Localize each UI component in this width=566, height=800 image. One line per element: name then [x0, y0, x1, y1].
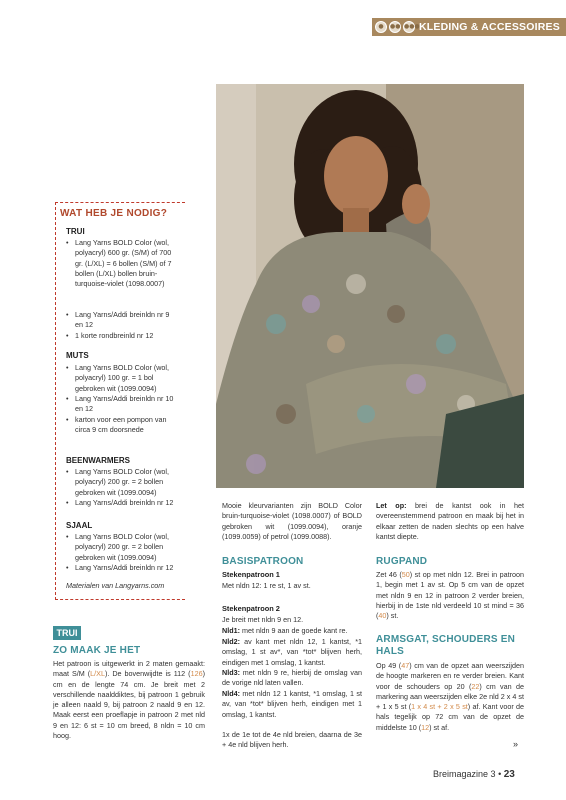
materials-credit: Materialen van Langyarns.com	[66, 581, 165, 590]
back-piece-title: RUGPAND	[376, 556, 428, 567]
pattern-2-heading: Stekenpatroon 2	[222, 604, 280, 613]
color-variants-text: Mooie kleurvarianten zijn BOLD Color bruin-turquoise-violet (1098.0007) of BOLD gebroken wit (1099.0094), oranje (1099.0059) of petrol (1099.0088).	[222, 501, 362, 541]
materials-item: • Lang Yarns/Addi breinldn nr 12	[66, 498, 178, 508]
how-to-title: ZO MAAK JE HET	[53, 645, 141, 656]
page-number: 23	[503, 769, 515, 780]
pattern-1-heading: Stekenpatroon 1	[222, 570, 280, 579]
materials-heading-muts: MUTS	[66, 351, 89, 360]
materials-item: • Lang Yarns BOLD Color (wol, polyacryl) 200 gr. = 2 bollen gebroken wit (1099.0094)	[66, 467, 178, 498]
difficulty-dot-2: ●●	[389, 21, 401, 33]
difficulty-dot-1: ●	[375, 21, 387, 33]
materials-item: • karton voor een pompon van circa 9 cm doorsnede	[66, 415, 178, 436]
how-to-text: Het patroon is uitgewerkt in 2 maten gemaakt: maat S/M (L/XL). De bovenwijdte is 112 (126) cm en de lengte 74 cm. Je breit met 2 verschillende naalddiktes, bij patroon 1 gebruik je alleen naald 9, bij patroon 2 naald 9 en 12. Maak eerst een proeflapje in patroon 2 met nld 9 en 12: 6 st = 10 cm breed, 8 nldn = 10 cm hoog.	[53, 659, 205, 741]
row-3-text: Nld3: met nldn 9 re, hierbij de omslag van de vorige nld laten vallen.	[222, 668, 362, 688]
armhole-title: ARMSGAT, SCHOUDERS EN HALS	[376, 634, 516, 657]
row-4-text: Nld4: met nldn 12 1 kantst, *1 omslag, 1 st av, van *tot* blijven herh, eindigen met 1 omslag, 1 kantst.	[222, 689, 362, 719]
section-title: KLEDING & ACCESSOIRES	[419, 21, 560, 33]
magazine-name: Breimagazine 3	[433, 769, 496, 779]
trui-label: TRUI	[53, 626, 81, 640]
materials-heading-sjaal: SJAAL	[66, 521, 93, 530]
basic-pattern-title: BASISPATROON	[222, 556, 304, 567]
materials-item: • 1 korte rondbreinld nr 12	[66, 331, 178, 341]
row-2-text: Nld2: av kant met nldn 12, 1 kantst, *1 omslag, 1 st av*, van *tot* blijven herh, eindigen met 1 omslag, 1 kantst.	[222, 637, 362, 667]
materials-item: • Lang Yarns BOLD Color (wol, polyacryl) 600 gr. (S/M) of 700 gr. (L/XL) = 6 bollen (S/M) of 7 bollen (L/XL) bollen bruin-turquoise-violet (1098.0007)	[66, 238, 178, 289]
footer-separator: •	[498, 769, 502, 779]
photo-illustration	[216, 84, 524, 488]
materials-heading-trui: TRUI	[66, 227, 85, 236]
armhole-text: Op 49 (47) cm van de opzet aan weerszijden de hoogte markeren en re verder breien. Kant voor de schouders op 20 (22) cm van de markering aan weerszijden elke 2e nld 2 x 4 st + 1 x 5 st (1 x 4 st + 2 x 5 st) af. Kant voor de hals tegelijk op 72 cm van de opzet de middelste 10 (12) st af.	[376, 661, 525, 732]
page-footer	[433, 769, 515, 780]
back-piece-text: Zet 46 (50) st op met nldn 12. Brei in patroon 1, begin met 1 av st. Op 5 cm van de opzet met nldn 9 en 12 in patroon 2 verder breien, hierbij in de 1ste nld verdeeld 10 st mind = 36 (40) st.	[376, 570, 524, 621]
row-1-text: Nld1: met nldn 9 aan de goede kant re.	[222, 626, 348, 635]
materials-item: • Lang Yarns/Addi breinldn nr 12	[66, 563, 178, 573]
materials-item: • Lang Yarns/Addi breinldn nr 9 en 12	[66, 310, 178, 331]
difficulty-indicator	[375, 21, 420, 33]
note-text: Let op: brei de kantst ook in het overeenstemmend patroon en maak bij het in elkaar zetten de naden slechts op een halve kantst diepte.	[376, 501, 525, 541]
repeat-text: 1x de 1e tot de 4e nld breien, daarna de 3e + 4e nld blijven herh.	[222, 730, 362, 750]
materials-title: WAT HEB JE NODIG?	[60, 208, 168, 219]
continue-arrow: »	[513, 739, 519, 749]
difficulty-dot-3: ●●●	[403, 21, 415, 33]
materials-item: • Lang Yarns BOLD Color (wol, polyacryl) 200 gr. = 2 bollen gebroken wit (1099.0094)	[66, 532, 178, 563]
materials-heading-beenwarmers: BEENWARMERS	[66, 456, 131, 465]
materials-item: • Lang Yarns/Addi breinldn nr 10 en 12	[66, 394, 178, 415]
pattern-2-text: Je breit met nldn 9 en 12.	[222, 615, 304, 624]
materials-item: • Lang Yarns BOLD Color (wol, polyacryl) 100 gr. = 1 bol gebroken wit (1099.0094)	[66, 363, 178, 394]
pattern-1-text: Met nldn 12: 1 re st, 1 av st.	[222, 581, 311, 590]
model-photo	[216, 84, 524, 488]
